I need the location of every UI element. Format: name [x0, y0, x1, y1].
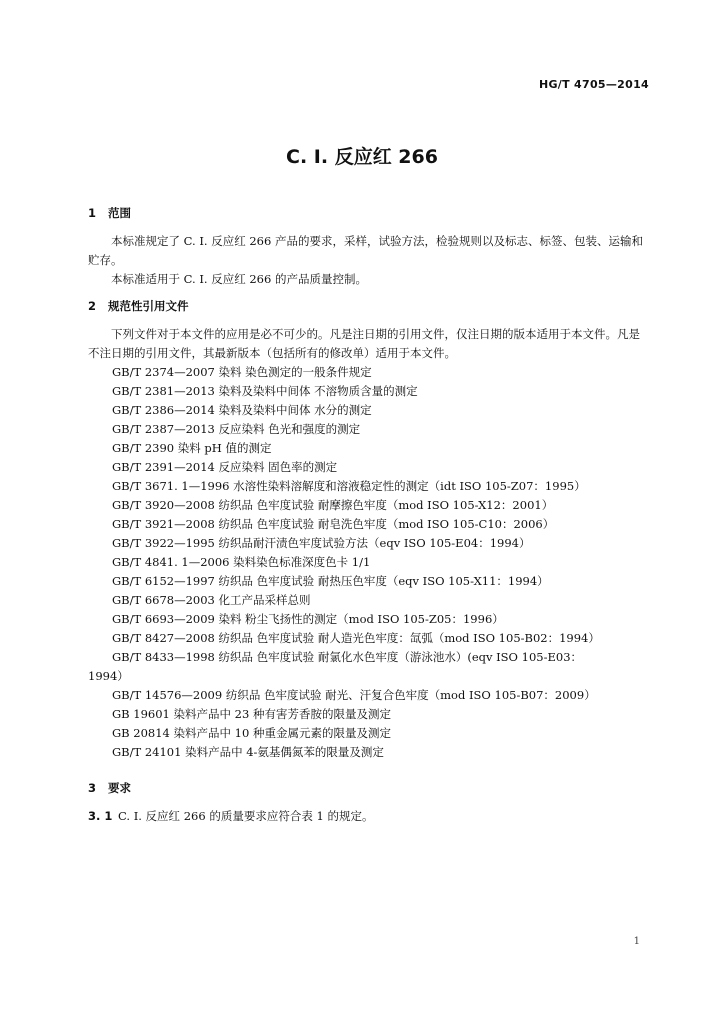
clause-3-1	[88, 808, 373, 824]
reference-line-1: GB/T 8433—1998 纺织品 色牢度试验 耐氯化水色牢度（游泳池水）(eqv ISO 105-E03：	[112, 650, 583, 664]
clause-number: 3. 1	[88, 809, 113, 823]
reference-item-wrapped	[88, 648, 652, 686]
reference-item: GB/T 2387—2013 反应染料 色光和强度的测定	[112, 422, 361, 436]
reference-item: GB/T 2381—2013 染料及染料中间体 不溶物质含量的测定	[112, 384, 418, 398]
reference-line-2: 1994）	[88, 669, 129, 683]
reference-item: GB/T 3921—2008 纺织品 色牢度试验 耐皂洗色牢度（mod ISO 105-C10：2006）	[112, 517, 555, 531]
reference-item: GB/T 2390 染料 pH 值的测定	[112, 441, 272, 455]
clause-text: C. I. 反应红 266 的质量要求应符合表 1 的规定。	[118, 809, 374, 823]
section-title: 范围	[108, 206, 131, 220]
section-title: 规范性引用文件	[108, 299, 189, 313]
normative-references-intro: 下列文件对于本文件的应用是必不可少的。凡是注日期的引用文件，仅注日期的版本适用于本文件。凡是不注日期的引用文件，其最新版本（包括所有的修改单）适用于本文件。	[88, 327, 640, 360]
scope-paragraph-1: 本标准规定了 C. I. 反应红 266 产品的要求，采样，试验方法，检验规则以及标志、标签、包装、运输和贮存。	[88, 234, 643, 267]
reference-item: GB/T 2391—2014 反应染料 固色率的测定	[112, 460, 338, 474]
reference-item: GB 20814 染料产品中 10 种重金属元素的限量及测定	[112, 726, 391, 740]
section-title: 要求	[108, 781, 131, 795]
section-number: 2	[88, 299, 97, 313]
scope-paragraph-2: 本标准适用于 C. I. 反应红 266 的产品质量控制。	[111, 272, 367, 286]
section-number: 1	[88, 206, 97, 220]
section-heading-3	[88, 780, 131, 796]
reference-item: GB/T 24101 染料产品中 4-氨基偶氮苯的限量及测定	[112, 745, 384, 759]
reference-item: GB/T 3922—1995 纺织品耐汗渍色牢度试验方法（eqv ISO 105-E04：1994）	[112, 536, 531, 550]
section-heading-1	[88, 205, 131, 221]
reference-item: GB/T 6693—2009 染料 粉尘飞扬性的测定（mod ISO 105-Z05：1996）	[112, 612, 504, 626]
reference-item: GB/T 8427—2008 纺织品 色牢度试验 耐人造光色牢度：氙弧（mod ISO 105-B02：1994）	[112, 631, 600, 645]
reference-item: GB/T 6678—2003 化工产品采样总则	[112, 593, 311, 607]
reference-item: GB/T 2374—2007 染料 染色测定的一般条件规定	[112, 365, 372, 379]
reference-item: GB/T 3920—2008 纺织品 色牢度试验 耐摩擦色牢度（mod ISO 105-X12：2001）	[112, 498, 554, 512]
standard-code: HG/T 4705—2014	[538, 78, 649, 91]
section-number: 3	[88, 781, 97, 795]
reference-item: GB 19601 染料产品中 23 种有害芳香胺的限量及测定	[112, 707, 391, 721]
reference-item: GB/T 14576—2009 纺织品 色牢度试验 耐光、汗复合色牢度（mod ISO 105-B07：2009）	[112, 688, 596, 702]
reference-item: GB/T 6152—1997 纺织品 色牢度试验 耐热压色牢度（eqv ISO 105-X11：1994）	[112, 574, 549, 588]
reference-item: GB/T 4841. 1—2006 染料染色标准深度色卡 1/1	[112, 555, 371, 569]
section-heading-2	[88, 298, 189, 314]
page-number: 1	[633, 936, 640, 947]
document-title: C. I. 反应红 266	[286, 146, 438, 168]
reference-item: GB/T 2386—2014 染料及染料中间体 水分的测定	[112, 403, 372, 417]
reference-item: GB/T 3671. 1—1996 水溶性染料溶解度和溶液稳定性的测定（idt ISO 105-Z07：1995）	[112, 479, 586, 493]
